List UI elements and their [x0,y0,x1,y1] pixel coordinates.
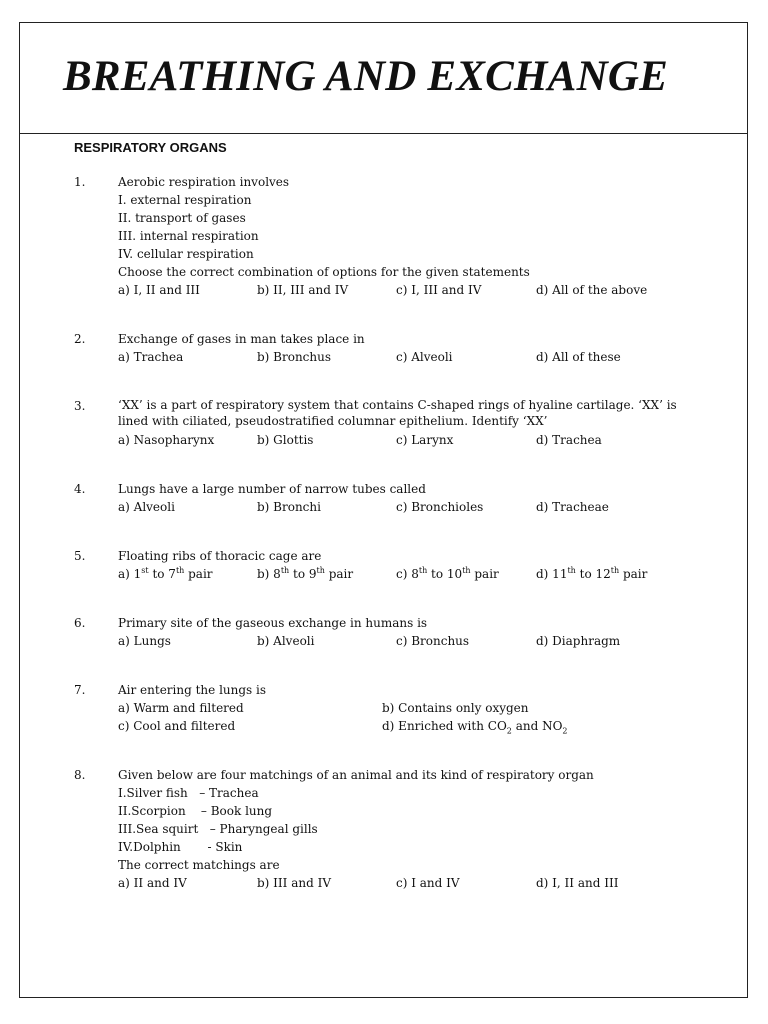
question-number: 8. [74,768,86,782]
option-c: c) 8th to 10th pair [396,566,499,581]
question-7 [74,681,674,735]
option-d: d) Trachea [536,433,602,447]
title-box [20,23,747,134]
question-content [74,140,677,892]
option-b: b) II, III and IV [257,283,349,297]
option-d: d) 11th to 12th pair [536,566,648,581]
question-2 [74,330,674,366]
option-b: b) Alveoli [257,634,315,648]
option-c: c) I and IV [396,876,460,890]
question-1 [74,173,674,299]
option-b: b) III and IV [257,876,331,890]
question-3 [74,397,677,449]
option-c: c) Larynx [396,433,454,447]
page-title: BREATHING AND EXCHANGE [63,53,668,100]
option-b: b) Contains only oxygen [382,701,529,715]
option-c: c) I, III and IV [396,283,482,297]
statement: II. transport of gases [118,211,246,225]
option-c: c) Cool and filtered [118,719,236,733]
instruction-text: The correct matchings are [118,858,280,872]
question-text: Aerobic respiration involves [118,175,290,189]
matching-item: II.Scorpion – Book lung [118,804,273,818]
answer-options [118,632,674,650]
question-text: Given below are four matchings of an animal and its kind of respiratory organ [118,768,594,782]
question-number: 5. [74,549,86,563]
option-a: a) Alveoli [118,500,175,514]
option-b: b) 8th to 9th pair [257,566,354,581]
matching-item: III.Sea squirt – Pharyngeal gills [118,822,318,836]
option-d: d) I, II and III [536,876,619,890]
option-c: c) Alveoli [396,350,453,364]
answer-options-row-1 [118,699,674,717]
instruction-text: Choose the correct combination of options for the given statements [118,265,530,279]
question-8 [74,766,674,892]
option-a: a) Warm and filtered [118,701,244,715]
section-heading: RESPIRATORY ORGANS [74,140,227,155]
question-text: Exchange of gases in man takes place in [118,332,365,346]
matching-item: IV.Dolphin - Skin [118,840,243,854]
option-d: d) All of these [536,350,621,364]
option-a: a) Lungs [118,634,171,648]
answer-options [118,874,674,892]
option-a: a) 1st to 7th pair [118,566,213,581]
option-b: b) Glottis [257,433,314,447]
option-d: d) Enriched with $CO_2$ and $NO_2$ [382,719,568,736]
option-d: d) Tracheae [536,500,609,514]
question-number: 2. [74,332,86,346]
question-6 [74,614,674,650]
option-a: a) II and IV [118,876,187,890]
question-number: 1. [74,175,86,189]
question-text: ‘XX’ is a part of respiratory system that contains C-shaped rings of hyaline cartilage. ‘XX’ is lined with ciliated, pseudostratified columnar epithelium. Identify ‘XX’ [118,398,677,428]
option-d: d) Diaphragm [536,634,621,648]
option-c: c) Bronchioles [396,500,484,514]
answer-options [118,281,674,299]
question-text: Floating ribs of thoracic cage are [118,549,322,563]
answer-options [118,431,674,449]
question-text: Air entering the lungs is [118,683,267,697]
question-text: Lungs have a large number of narrow tubes called [118,482,426,496]
question-number: 6. [74,616,86,630]
question-text: Primary site of the gaseous exchange in humans is [118,616,428,630]
question-4 [74,480,674,516]
question-number: 4. [74,482,86,496]
option-c: c) Bronchus [396,634,470,648]
question-number: 7. [74,683,86,697]
statement: IV. cellular respiration [118,247,254,261]
option-b: b) Bronchus [257,350,332,364]
statement: I. external respiration [118,193,252,207]
option-b: b) Bronchi [257,500,321,514]
answer-options [118,565,674,583]
option-a: a) Trachea [118,350,184,364]
question-number: 3. [74,399,86,413]
statement: III. internal respiration [118,229,259,243]
answer-options [118,348,674,366]
option-d: d) All of the above [536,283,648,297]
matching-item: I.Silver fish – Trachea [118,786,259,800]
answer-options [118,498,674,516]
question-5 [74,547,674,583]
option-a: a) I, II and III [118,283,200,297]
option-a: a) Nasopharynx [118,433,215,447]
answer-options-row-2 [118,717,674,735]
